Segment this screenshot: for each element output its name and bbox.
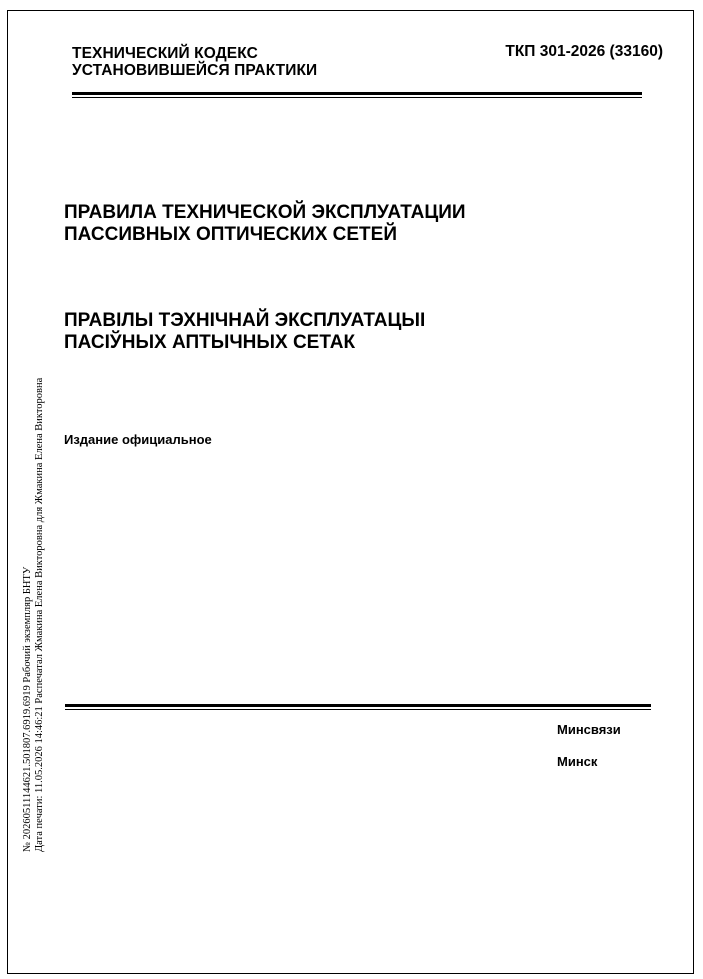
title-russian-line-2: ПАССИВНЫХ ОПТИЧЕСКИХ СЕТЕЙ — [64, 224, 397, 245]
footer-divider — [65, 704, 651, 710]
code-type-line-1: ТЕХНИЧЕСКИЙ КОДЕКС — [72, 45, 258, 62]
publisher-name: Минсвязи — [557, 722, 621, 737]
edition-label: Издание официальное — [64, 432, 212, 447]
header-divider — [72, 92, 642, 98]
print-stamp — [0, 0, 45, 979]
title-russian — [64, 202, 466, 246]
header-divider-thin — [72, 97, 642, 98]
code-type-heading — [72, 45, 317, 79]
header-divider-thick — [72, 92, 642, 95]
title-belarusian — [64, 310, 425, 354]
title-belarusian-line-1: ПРАВIЛЫ ТЭХНIЧНАЙ ЭКСПЛУАТАЦЫI — [64, 310, 426, 331]
title-belarusian-line-2: ПАСIЎНЫХ АПТЫЧНЫХ СЕТАК — [64, 332, 356, 353]
footer-divider-thin — [65, 709, 651, 710]
print-stamp-line-1: № 20260511144621.501807.6919.6919 Рабочий экземпляр БНТУ — [22, 566, 33, 852]
publication-city: Минск — [557, 754, 598, 769]
print-stamp-text — [22, 282, 46, 852]
print-stamp-line-2: Дата печати: 11.05.2026 14:46:21 Распечатал Жмакина Елена Викторовна для Жмакина Елена Викторовна — [34, 377, 45, 852]
document-page — [7, 10, 694, 974]
code-type-line-2: УСТАНОВИВШЕЙСЯ ПРАКТИКИ — [72, 62, 318, 79]
title-russian-line-1: ПРАВИЛА ТЕХНИЧЕСКОЙ ЭКСПЛУАТАЦИИ — [64, 202, 466, 223]
footer-divider-thick — [65, 704, 651, 707]
document-code: ТКП 301-2026 (33160) — [505, 43, 663, 60]
